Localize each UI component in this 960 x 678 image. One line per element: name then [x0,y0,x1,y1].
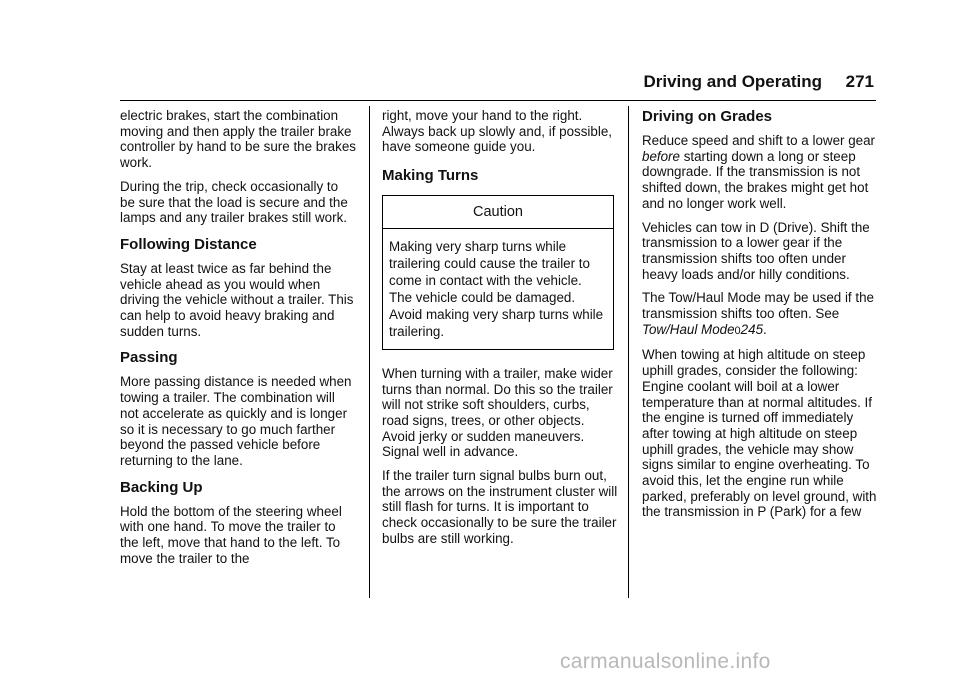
paragraph: When towing at high altitude on steep uphill grades, consider the following: Engine coolant will boil at a lower temperature than at normal altitudes. If the engine is turned off immediately after towing at high altitude on steep uphill grades, the vehicle may show signs similar to engine overheating. To avoid this, let the engine run while parked, preferably on level ground, with the transmission in P (Park) for a few [642,347,877,520]
column-divider-2 [628,106,629,598]
page-ref-arrow-icon: 0 [734,324,741,337]
heading-making-turns: Making Turns [382,167,479,185]
paragraph: Hold the bottom of the steering wheel with one hand. To move the trailer to the left, move that hand to the left. To move the trailer to the [120,503,342,566]
paragraph: If the trailer turn signal bulbs burn out, the arrows on the instrument cluster will still flash for turns. It is important to check occasionally to be sure the trailer bulbs are still working. [382,468,618,546]
heading-backing-up: Backing Up [120,478,203,496]
paragraph: When turning with a trailer, make wider turns than normal. Do this so the trailer will not strike soft shoulders, curbs, road signs, trees, or other objects. Avoid jerky or sudden maneuvers. Signal well in advance. [382,365,613,460]
paragraph: Stay at least twice as far behind the vehicle ahead as you would when driving the vehicle without a trailer. This can help to avoid heavy braking and sudden turns. [120,260,354,339]
paragraph: During the trip, check occasionally to be sure that the load is secure and the lamps and any trailer brakes still work. [120,178,348,226]
section-title: Driving and Operating [643,72,822,91]
caution-text: Making very sharp turns while trailering could cause the trailer to come in contact with the vehicle. The vehicle could be damaged. Avoid making very sharp turns while trailering. [389,238,604,339]
watermark: carmanualsonline.info [560,650,771,673]
paragraph: Vehicles can tow in D (Drive). Shift the transmission to a lower gear if the transmission shifts too often under heavy loads and/or hilly conditions. [642,219,870,282]
emphasis-before: before [642,148,680,164]
header-rule [120,100,876,101]
paragraph: electric brakes, start the combination moving and then apply the trailer brake controller by hand to be sure the brakes work. [120,108,356,171]
paragraph: right, move your hand to the right. Always back up slowly and, if possible, have someone guide you. [382,108,612,155]
heading-following-distance: Following Distance [120,235,257,253]
paragraph: The Tow/Haul Mode may be used if the transmission shifts too often. See Tow/Haul Mode0245. [642,290,874,337]
column-3 [642,108,878,528]
column-2 [382,108,618,555]
column-1 [120,108,356,574]
tow-haul-mode-page[interactable]: 245 [740,321,764,337]
paragraph: More passing distance is needed when towing a trailer. The combination will not accelerate as quickly and is longer so it is necessary to go much farther beyond the passed vehicle before returning to the lane. [120,374,352,468]
caution-box [382,195,614,350]
column-divider-1 [369,106,370,598]
page-number: 271 [845,72,874,91]
paragraph: Reduce speed and shift to a lower gear before starting down a long or steep downgrade. If the transmission is not shifted down, the brakes might get hot and no longer work well. [642,133,875,211]
caution-title: Caution [383,196,613,229]
page-header [0,72,960,94]
heading-passing: Passing [120,349,178,367]
heading-driving-on-grades: Driving on Grades [642,108,773,125]
tow-haul-mode-link[interactable]: Tow/Haul Mode [642,321,735,337]
